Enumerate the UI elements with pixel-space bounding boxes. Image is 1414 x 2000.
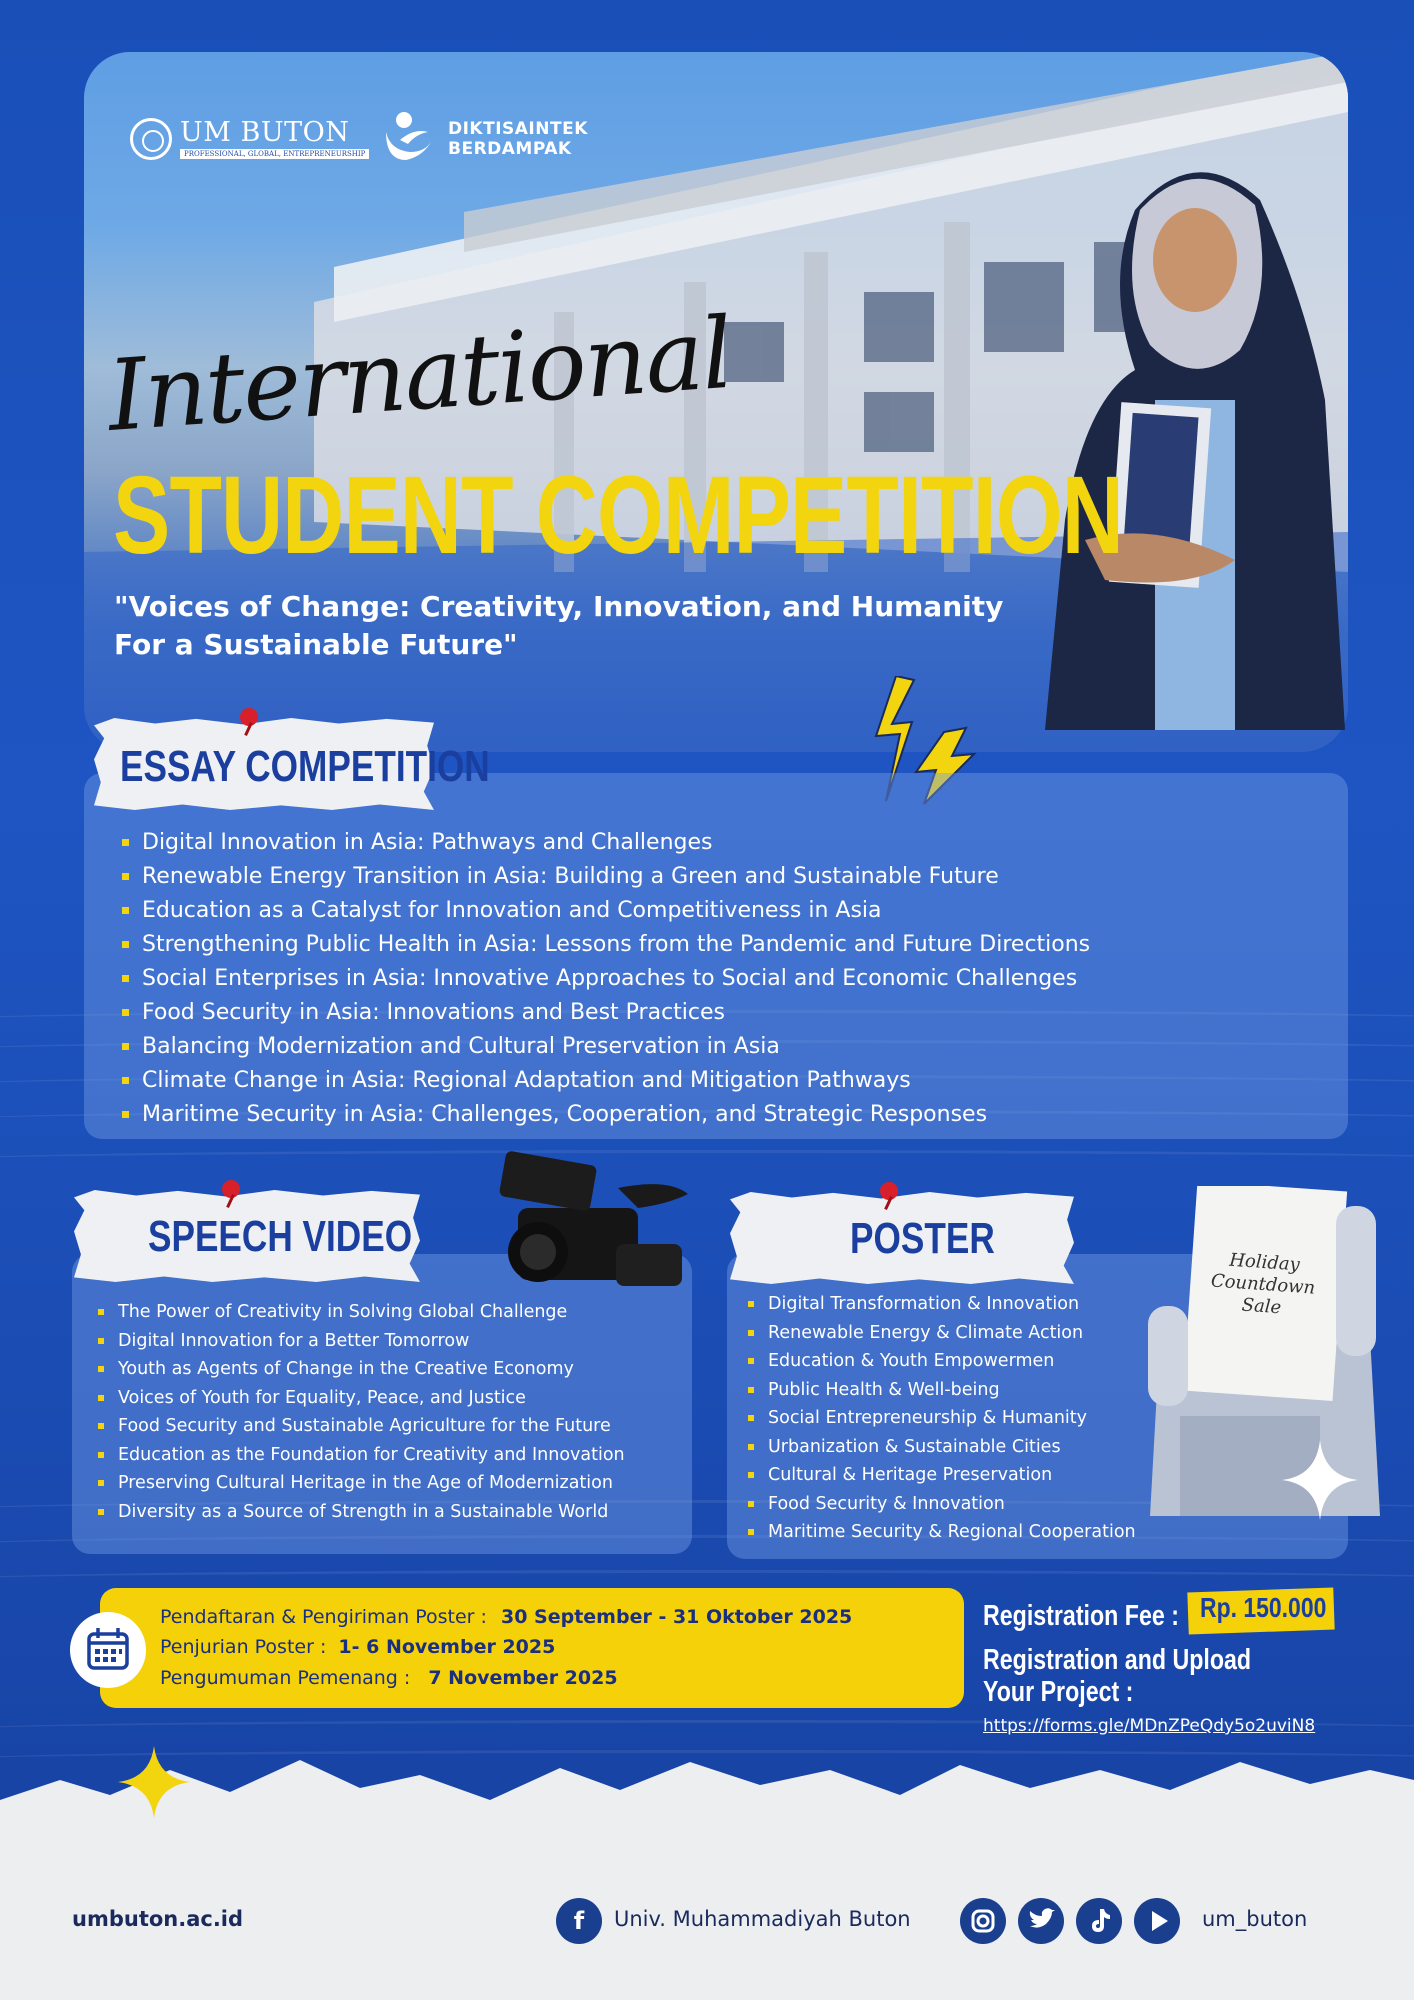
sign-text-line1: Holiday	[1228, 1249, 1301, 1276]
facebook-icon[interactable]: f	[556, 1898, 602, 1944]
script-title: International	[104, 296, 735, 454]
calendar-icon	[70, 1612, 146, 1688]
essay-topic-list	[120, 826, 1090, 1132]
list-item: Digital Innovation in Asia: Pathways and Challenges	[120, 826, 1090, 860]
list-item: Strengthening Public Health in Asia: Lessons from the Pandemic and Future Directions	[120, 928, 1090, 962]
speech-label: SPEECH VIDEO	[148, 1212, 413, 1261]
list-item: Renewable Energy Transition in Asia: Building a Green and Sustainable Future	[120, 860, 1090, 894]
sign-text-line2: Countdown Sale	[1210, 1270, 1316, 1319]
poster-topic-list	[746, 1290, 1136, 1547]
main-title: STUDENT COMPETITION	[113, 454, 1124, 577]
list-item: Food Security & Innovation	[746, 1490, 1136, 1519]
schedule-line-announcement	[160, 1667, 618, 1689]
list-item: Social Entrepreneurship & Humanity	[746, 1404, 1136, 1433]
schedule-line-registration	[160, 1606, 852, 1628]
website-text[interactable]: umbuton.ac.id	[72, 1907, 244, 1931]
list-item: The Power of Creativity in Solving Global Challenge	[96, 1298, 625, 1327]
subtitle-line2: For a Sustainable Future"	[114, 628, 518, 661]
list-item: Food Security and Sustainable Agriculture for the Future	[96, 1412, 625, 1441]
calendar-badge	[70, 1612, 146, 1688]
essay-label: ESSAY COMPETITION	[120, 742, 490, 791]
list-item: Diversity as a Source of Strength in a Sustainable World	[96, 1498, 625, 1527]
diktisaintek-line1: DIKTISAINTEK	[448, 119, 588, 139]
list-item: Education & Youth Empowermen	[746, 1347, 1136, 1376]
list-item: Food Security in Asia: Innovations and Best Practices	[120, 996, 1090, 1030]
um-buton-logo	[130, 118, 369, 160]
registration-upload-line2: Your Project :	[983, 1676, 1134, 1708]
youtube-icon[interactable]	[1134, 1898, 1180, 1944]
instagram-icon[interactable]	[960, 1898, 1006, 1944]
diktisaintek-mark-icon	[380, 110, 438, 168]
sparkle-icon	[118, 1746, 190, 1818]
list-item: Education as the Foundation for Creativity and Innovation	[96, 1441, 625, 1470]
student-photo	[1045, 140, 1345, 730]
speech-topic-list	[96, 1298, 625, 1526]
registration-upload-line1: Registration and Upload	[983, 1644, 1252, 1676]
list-item: Cultural & Heritage Preservation	[746, 1461, 1136, 1490]
schedule-value: 7 November 2025	[428, 1667, 618, 1689]
list-item: Social Enterprises in Asia: Innovative Approaches to Social and Economic Challenges	[120, 962, 1090, 996]
um-buton-tagline: PROFESSIONAL, GLOBAL, ENTREPRENEURSHIP	[180, 149, 369, 159]
pushpin-icon	[880, 1182, 898, 1200]
schedule-line-judging	[160, 1636, 555, 1658]
list-item: Renewable Energy & Climate Action	[746, 1319, 1136, 1348]
subtitle	[114, 588, 1044, 664]
registration-fee-label: Registration Fee :	[983, 1600, 1179, 1632]
list-item: Urbanization & Sustainable Cities	[746, 1433, 1136, 1462]
schedule-value: 30 September - 31 Oktober 2025	[500, 1606, 853, 1628]
list-item: Education as a Catalyst for Innovation and Competitiveness in Asia	[120, 894, 1090, 928]
facebook-name[interactable]: Univ. Muhammadiyah Buton	[614, 1907, 911, 1931]
list-item: Digital Transformation & Innovation	[746, 1290, 1136, 1319]
poster-label: POSTER	[850, 1214, 995, 1263]
sign-text	[1196, 1248, 1330, 1323]
list-item: Youth as Agents of Change in the Creative Economy	[96, 1355, 625, 1384]
list-item: Preserving Cultural Heritage in the Age of Modernization	[96, 1469, 625, 1498]
list-item: Climate Change in Asia: Regional Adaptation and Mitigation Pathways	[120, 1064, 1090, 1098]
schedule-label: Pengumuman Pemenang :	[160, 1667, 411, 1689]
schedule-label: Penjurian Poster :	[160, 1636, 327, 1658]
diktisaintek-line2: BERDAMPAK	[448, 139, 572, 159]
schedule-label: Pendaftaran & Pengiriman Poster :	[160, 1606, 487, 1628]
video-camera-icon	[498, 1148, 694, 1300]
list-item: Maritime Security & Regional Cooperation	[746, 1518, 1136, 1547]
pushpin-icon	[222, 1180, 240, 1198]
tiktok-icon[interactable]	[1076, 1898, 1122, 1944]
schedule-value: 1- 6 November 2025	[338, 1636, 556, 1658]
schedule-box	[100, 1588, 964, 1708]
um-buton-name: UM BUTON	[180, 117, 350, 148]
list-item: Maritime Security in Asia: Challenges, Cooperation, and Strategic Responses	[120, 1098, 1090, 1132]
pushpin-icon	[240, 708, 258, 726]
registration-fee-value: Rp. 150.000	[1200, 1592, 1327, 1623]
subtitle-line1: "Voices of Change: Creativity, Innovation, and Humanity	[114, 590, 1004, 623]
list-item: Balancing Modernization and Cultural Preservation in Asia	[120, 1030, 1090, 1064]
sparkle-icon	[1282, 1440, 1358, 1520]
diktisaintek-logo	[380, 110, 588, 168]
registration-link[interactable]: https://forms.gle/MDnZPeQdy5o2uviN8	[983, 1716, 1316, 1736]
um-seal-icon	[130, 118, 172, 160]
list-item: Voices of Youth for Equality, Peace, and Justice	[96, 1384, 625, 1413]
list-item: Digital Innovation for a Better Tomorrow	[96, 1327, 625, 1356]
twitter-icon[interactable]	[1018, 1898, 1064, 1944]
list-item: Public Health & Well-being	[746, 1376, 1136, 1405]
social-handle[interactable]: um_buton	[1202, 1907, 1308, 1931]
